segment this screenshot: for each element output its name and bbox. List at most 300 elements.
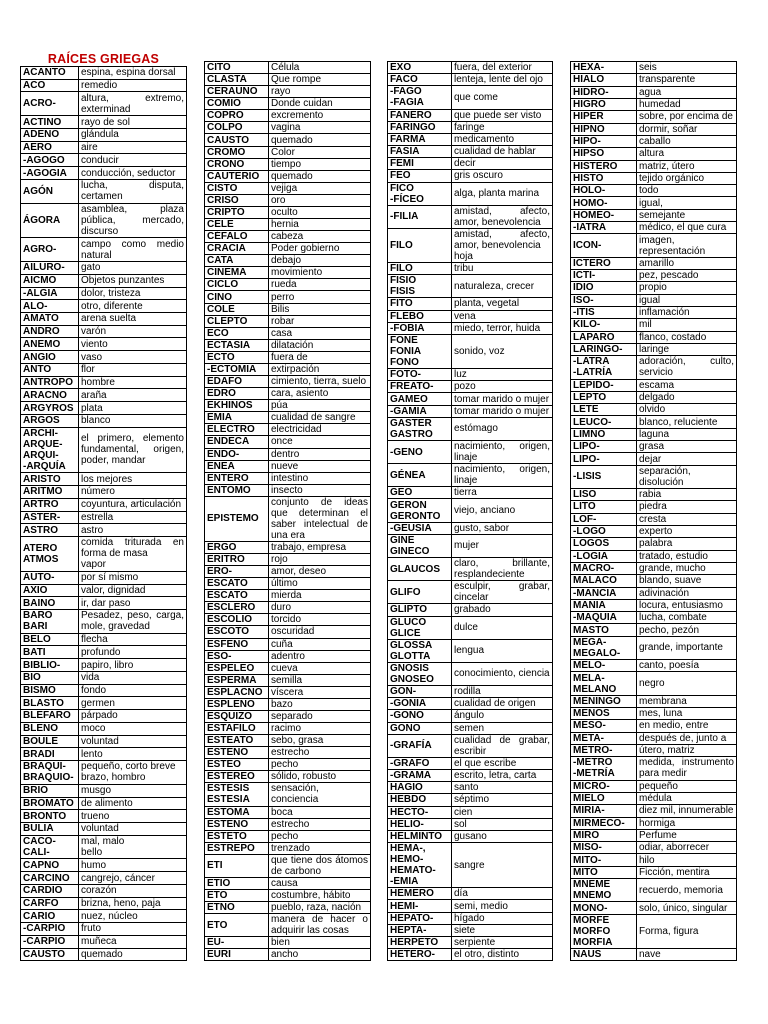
root-meaning: día: [452, 888, 553, 900]
root-meaning: naturaleza, crecer: [452, 275, 553, 298]
root-meaning: perro: [269, 291, 371, 303]
root-meaning: estrecho: [269, 747, 371, 759]
root-word: ENDECA: [205, 436, 269, 448]
root-row: [21, 287, 187, 300]
root-word: ESPLACNO: [205, 686, 269, 698]
root-row: [205, 614, 371, 626]
root-word: BIO: [21, 671, 79, 684]
root-word: -GRAMA: [388, 770, 452, 782]
root-meaning: movimiento: [269, 267, 371, 279]
root-word: ESCOTO: [205, 626, 269, 638]
root-meaning: nueve: [269, 460, 371, 472]
root-meaning: papiro, libro: [79, 659, 187, 672]
root-row: [571, 501, 737, 513]
root-meaning: hombre: [79, 376, 187, 389]
root-meaning: rabia: [637, 489, 737, 501]
root-word: NAUS: [571, 949, 637, 961]
root-meaning: araña: [79, 389, 187, 402]
root-meaning: fondo: [79, 684, 187, 697]
root-word: BLASTO: [21, 697, 79, 710]
root-meaning: vaso: [79, 351, 187, 364]
root-meaning: torcido: [269, 614, 371, 626]
root-meaning: séptimo: [452, 794, 553, 806]
root-word: LARINGO-: [571, 343, 637, 355]
root-row: [571, 62, 737, 74]
root-row: [21, 684, 187, 697]
root-row: [205, 231, 371, 243]
root-row: [205, 400, 371, 412]
root-meaning: tejido orgánico: [637, 172, 737, 184]
root-row: [21, 154, 187, 167]
root-meaning: cimiento, tierra, suelo: [269, 376, 371, 388]
root-row: [21, 897, 187, 910]
root-row: [205, 783, 371, 806]
root-row: [571, 185, 737, 197]
root-word: ESTEREO: [205, 771, 269, 783]
root-word: BLEFARO: [21, 710, 79, 723]
root-word: GASTER GASTRO: [388, 417, 452, 440]
root-word: CARIO: [21, 910, 79, 923]
root-word: ESPELEO: [205, 662, 269, 674]
root-row: [21, 414, 187, 427]
root-row: [571, 660, 737, 672]
root-word: FISIO FISIS: [388, 275, 452, 298]
root-word: FONE FONIA FONO: [388, 334, 452, 368]
root-word: ETNO: [205, 902, 269, 914]
root-meaning: mierda: [269, 590, 371, 602]
root-meaning: miedo, terror, huida: [452, 322, 553, 334]
root-word: ESTETO: [205, 830, 269, 842]
root-meaning: racimo: [269, 723, 371, 735]
root-meaning: muñeca: [79, 935, 187, 948]
root-word: ESCATO: [205, 578, 269, 590]
root-meaning: recuerdo, memoria: [637, 879, 737, 902]
root-row: [21, 486, 187, 499]
root-meaning: adivinación: [637, 587, 737, 599]
root-word: CAUSTO: [205, 134, 269, 146]
root-row: [205, 854, 371, 877]
root-row: [571, 148, 737, 160]
root-row: [388, 182, 553, 205]
root-word: HEMERO: [388, 888, 452, 900]
root-row: [21, 389, 187, 402]
root-word: LITO: [571, 501, 637, 513]
root-word: CARFO: [21, 897, 79, 910]
root-word: ESTENO: [205, 747, 269, 759]
root-row: [571, 86, 737, 98]
root-meaning: Célula: [269, 62, 371, 74]
page-title: RAÍCES GRIEGAS: [47, 52, 160, 66]
root-word: -METRO -METRÍA: [571, 757, 637, 780]
root-meaning: coyuntura, articulación: [79, 498, 187, 511]
root-meaning: estómago: [452, 417, 553, 440]
root-meaning: once: [269, 436, 371, 448]
root-meaning: escrito, letra, carta: [452, 770, 553, 782]
root-word: HOMEO-: [571, 209, 637, 221]
root-meaning: flanco, costado: [637, 331, 737, 343]
root-meaning: que puede ser visto: [452, 109, 553, 121]
root-meaning: cualidad de grabar, escribir: [452, 734, 553, 757]
root-row: [21, 748, 187, 761]
root-meaning: después de, junto a: [637, 732, 737, 744]
root-meaning: estrecho: [269, 818, 371, 830]
root-row: [388, 440, 553, 463]
root-word: FASIA: [388, 146, 452, 158]
root-row: [571, 391, 737, 403]
root-row: [205, 363, 371, 375]
root-word: ICTERO: [571, 257, 637, 269]
root-word: ADENO: [21, 128, 79, 141]
root-word: ETI: [205, 854, 269, 877]
root-word: BRONTO: [21, 810, 79, 823]
root-row: [388, 158, 553, 170]
root-word: AICMO: [21, 274, 79, 287]
root-row: [205, 170, 371, 182]
root-row: [571, 866, 737, 878]
root-row: [21, 313, 187, 326]
root-meaning: en medio, entre: [637, 720, 737, 732]
root-row: [571, 294, 737, 306]
root-word: HIDRO-: [571, 86, 637, 98]
root-word: CICLO: [205, 279, 269, 291]
root-row: [205, 98, 371, 110]
root-word: -FILIA: [388, 205, 452, 228]
root-row: [205, 303, 371, 315]
root-row: [21, 141, 187, 154]
root-word: BLENO: [21, 722, 79, 735]
root-meaning: adoración, culto, servicio: [637, 356, 737, 379]
root-meaning: altura, extremo, exterminad: [79, 92, 187, 116]
root-meaning: grasa: [637, 441, 737, 453]
root-word: MACRO-: [571, 562, 637, 574]
root-meaning: canto, poesía: [637, 660, 737, 672]
root-meaning: quemado: [79, 948, 187, 961]
root-word: BRIO: [21, 784, 79, 797]
root-row: [205, 890, 371, 902]
root-row: [205, 674, 371, 686]
root-row: [571, 949, 737, 961]
root-row: [388, 487, 553, 499]
root-row: [571, 550, 737, 562]
root-meaning: plata: [79, 402, 187, 415]
root-row: [205, 484, 371, 496]
root-meaning: matriz, útero: [637, 160, 737, 172]
root-row: [21, 363, 187, 376]
root-row: [571, 624, 737, 636]
root-meaning: vida: [79, 671, 187, 684]
root-word: FREATO-: [388, 381, 452, 393]
root-row: [21, 822, 187, 835]
root-meaning: aire: [79, 141, 187, 154]
root-meaning: fruto: [79, 923, 187, 936]
root-meaning: lucha, combate: [637, 612, 737, 624]
root-meaning: electricidad: [269, 424, 371, 436]
root-word: GEO: [388, 487, 452, 499]
root-meaning: pueblo, raza, nación: [269, 902, 371, 914]
root-word: LOF-: [571, 513, 637, 525]
root-word: ELECTRO: [205, 424, 269, 436]
root-word: MASTO: [571, 624, 637, 636]
root-meaning: varón: [79, 325, 187, 338]
root-word: GLOSSA GLOTTA: [388, 639, 452, 662]
root-meaning: conducir: [79, 154, 187, 167]
root-meaning: sensación, conciencia: [269, 783, 371, 806]
root-row: [205, 877, 371, 889]
root-row: [205, 255, 371, 267]
root-word: EU-: [205, 937, 269, 949]
root-meaning: esculpir, grabar, cincelar: [452, 581, 553, 604]
root-meaning: Que rompe: [269, 74, 371, 86]
root-row: [205, 182, 371, 194]
root-meaning: claro, brillante, resplandeciente: [452, 557, 553, 580]
root-row: [571, 562, 737, 574]
root-meaning: separación, disolución: [637, 465, 737, 488]
root-row: [388, 924, 553, 936]
root-row: [571, 465, 737, 488]
root-word: CACO- CALI-: [21, 835, 79, 859]
root-row: [571, 842, 737, 854]
root-meaning: arena suelta: [79, 313, 187, 326]
root-row: [205, 566, 371, 578]
root-row: [388, 557, 553, 580]
root-meaning: vagina: [269, 122, 371, 134]
root-row: [388, 393, 553, 405]
root-meaning: conjunto de ideas que determinan el saber intelectual de una era: [269, 496, 371, 541]
root-word: GNOSIS GNOSEO: [388, 662, 452, 685]
root-meaning: Forma, figura: [637, 914, 737, 948]
root-meaning: adentro: [269, 650, 371, 662]
root-word: ERITRO: [205, 553, 269, 565]
root-row: [571, 695, 737, 707]
root-row: [21, 884, 187, 897]
root-meaning: medida, instrumento para medir: [637, 757, 737, 780]
root-word: CERAUNO: [205, 86, 269, 98]
root-row: [21, 659, 187, 672]
root-meaning: flor: [79, 363, 187, 376]
root-meaning: cuña: [269, 638, 371, 650]
root-word: -GENO: [388, 440, 452, 463]
root-row: [571, 197, 737, 209]
root-word: CAUTERIO: [205, 170, 269, 182]
root-row: [388, 62, 553, 74]
root-meaning: trenzado: [269, 842, 371, 854]
root-word: HIPO-: [571, 135, 637, 147]
root-meaning: ángulo: [452, 710, 553, 722]
root-row: [205, 339, 371, 351]
root-meaning: piedra: [637, 501, 737, 513]
root-meaning: propio: [637, 282, 737, 294]
root-meaning: agua: [637, 86, 737, 98]
root-word: MENOS: [571, 708, 637, 720]
root-meaning: nacimiento, origen, linaje: [452, 440, 553, 463]
root-meaning: faringe: [452, 121, 553, 133]
root-word: LAPARO: [571, 331, 637, 343]
root-meaning: cabeza: [269, 231, 371, 243]
roots-table-2: [204, 61, 371, 961]
root-word: MEGA- MEGALO-: [571, 636, 637, 659]
column-4: [570, 61, 737, 961]
root-word: -AGOGO: [21, 154, 79, 167]
root-word: ACTINO: [21, 116, 79, 129]
root-word: -GEUSIA: [388, 522, 452, 534]
root-word: CRONO: [205, 158, 269, 170]
root-row: [388, 275, 553, 298]
root-word: MIRO: [571, 829, 637, 841]
root-meaning: musgo: [79, 784, 187, 797]
root-row: [388, 534, 553, 557]
root-word: ECTASIA: [205, 339, 269, 351]
root-meaning: dormir, soñar: [637, 123, 737, 135]
root-meaning: intestino: [269, 472, 371, 484]
root-row: [571, 538, 737, 550]
root-row: [205, 902, 371, 914]
root-word: ESTEATO: [205, 735, 269, 747]
root-row: [388, 86, 553, 109]
root-word: LIMNO: [571, 428, 637, 440]
root-meaning: espina, espina dorsal: [79, 67, 187, 80]
root-row: [571, 74, 737, 86]
root-row: [571, 428, 737, 440]
root-meaning: boca: [269, 806, 371, 818]
root-row: [205, 388, 371, 400]
root-word: MIRIA-: [571, 805, 637, 817]
root-word: ETO: [205, 914, 269, 937]
root-row: [388, 912, 553, 924]
column-3: [387, 61, 553, 961]
root-row: [21, 722, 187, 735]
root-row: [21, 735, 187, 748]
root-meaning: brizna, heno, paja: [79, 897, 187, 910]
root-row: [571, 636, 737, 659]
root-word: ARITMO: [21, 486, 79, 499]
root-row: [205, 937, 371, 949]
root-word: ETO: [205, 890, 269, 902]
root-meaning: semilla: [269, 674, 371, 686]
root-row: [21, 761, 187, 785]
root-word: COPRO: [205, 110, 269, 122]
root-meaning: bien: [269, 937, 371, 949]
root-row: [21, 633, 187, 646]
root-meaning: altura: [637, 148, 737, 160]
root-meaning: caballo: [637, 135, 737, 147]
root-word: ARCHI- ARQUE- ARQUI- -ARQUÍA: [21, 427, 79, 473]
root-meaning: cualidad de hablar: [452, 146, 553, 158]
root-row: [388, 121, 553, 133]
root-word: HEMI-: [388, 900, 452, 912]
root-meaning: mil: [637, 319, 737, 331]
root-meaning: membrana: [637, 695, 737, 707]
root-word: GINE GINECO: [388, 534, 452, 557]
root-row: [388, 581, 553, 604]
root-meaning: Perfume: [637, 829, 737, 841]
root-word: BULIA: [21, 822, 79, 835]
root-meaning: medicamento: [452, 133, 553, 145]
root-meaning: dulce: [452, 616, 553, 639]
root-word: MNEME MNEMO: [571, 879, 637, 902]
root-word: ARTRO: [21, 498, 79, 511]
root-row: [205, 194, 371, 206]
root-word: FARINGO: [388, 121, 452, 133]
root-word: IDIO: [571, 282, 637, 294]
root-word: FICO -FÍCEO: [388, 182, 452, 205]
root-row: [205, 86, 371, 98]
root-meaning: corazón: [79, 884, 187, 897]
root-meaning: tomar marido o mujer: [452, 393, 553, 405]
root-word: ESCLERO: [205, 602, 269, 614]
root-word: -FOBIA: [388, 322, 452, 334]
root-word: FILO: [388, 228, 452, 262]
root-word: -GAMIA: [388, 405, 452, 417]
root-word: LEUCO-: [571, 416, 637, 428]
root-word: HAGIO: [388, 782, 452, 794]
root-meaning: blanco, reluciente: [637, 416, 737, 428]
root-row: [205, 842, 371, 854]
root-row: [21, 300, 187, 313]
root-word: HOLO-: [571, 185, 637, 197]
root-word: ISO-: [571, 294, 637, 306]
root-row: [21, 948, 187, 961]
root-word: HELIO-: [388, 818, 452, 830]
root-meaning: dolor, tristeza: [79, 287, 187, 300]
root-row: [571, 209, 737, 221]
root-meaning: grande, importante: [637, 636, 737, 659]
root-row: [388, 794, 553, 806]
root-meaning: sol: [452, 818, 553, 830]
root-meaning: párpado: [79, 710, 187, 723]
root-row: [388, 818, 553, 830]
root-meaning: todo: [637, 185, 737, 197]
root-meaning: ancho: [269, 949, 371, 961]
root-row: [571, 282, 737, 294]
root-meaning: último: [269, 578, 371, 590]
root-row: [21, 67, 187, 80]
root-meaning: hormiga: [637, 817, 737, 829]
root-row: [571, 792, 737, 804]
root-word: ESTOMA: [205, 806, 269, 818]
root-row: [388, 381, 553, 393]
root-row: [571, 720, 737, 732]
root-row: [21, 671, 187, 684]
root-row: [571, 612, 737, 624]
root-word: -MANCIA: [571, 587, 637, 599]
root-meaning: Color: [269, 146, 371, 158]
root-meaning: cualidad de origen: [452, 698, 553, 710]
root-meaning: glándula: [79, 128, 187, 141]
root-meaning: cangrejo, cáncer: [79, 872, 187, 885]
root-word: CITO: [205, 62, 269, 74]
root-meaning: nave: [637, 949, 737, 961]
root-word: GLIPTO: [388, 604, 452, 616]
root-row: [388, 616, 553, 639]
root-meaning: Pesadez, peso, carga, mole, gravedad: [79, 609, 187, 633]
root-row: [205, 698, 371, 710]
root-meaning: conocimiento, ciencia: [452, 662, 553, 685]
root-meaning: pequeño: [637, 780, 737, 792]
root-meaning: rueda: [269, 279, 371, 291]
root-word: COLE: [205, 303, 269, 315]
root-row: [571, 356, 737, 379]
root-word: -LOGO: [571, 525, 637, 537]
root-meaning: costumbre, hábito: [269, 890, 371, 902]
root-word: HIPSO: [571, 148, 637, 160]
root-meaning: olvido: [637, 404, 737, 416]
root-meaning: voluntad: [79, 822, 187, 835]
root-word: BARO BARI: [21, 609, 79, 633]
root-word: -CARPIO: [21, 935, 79, 948]
root-row: [205, 578, 371, 590]
root-row: [571, 708, 737, 720]
root-meaning: pecho: [269, 830, 371, 842]
